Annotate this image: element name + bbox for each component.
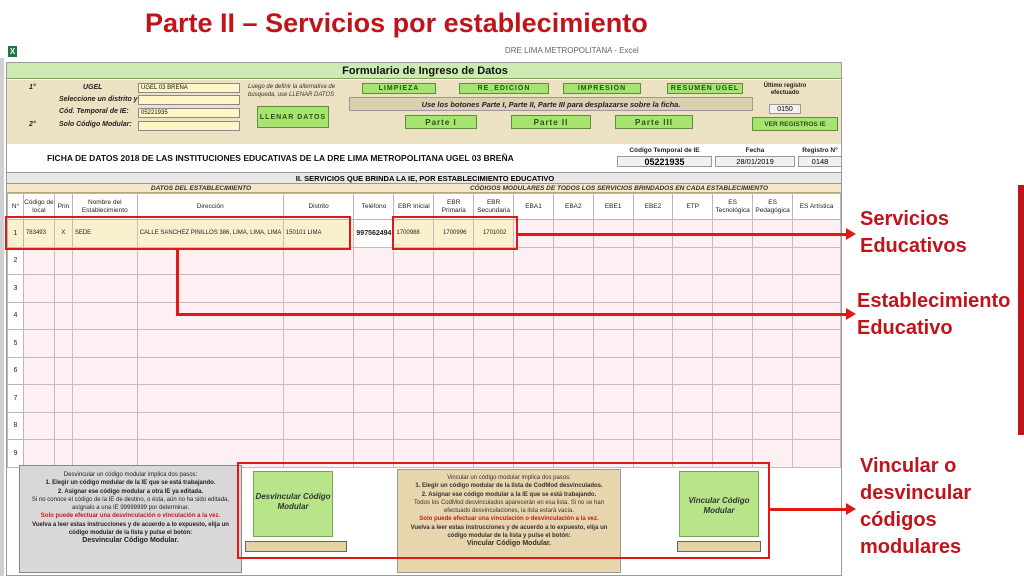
instruction-line: Vincular un código modular implica dos pasos: (447, 475, 571, 481)
cell[interactable] (673, 247, 713, 275)
vincular-highlight (237, 462, 770, 559)
cell[interactable] (593, 275, 633, 303)
cell[interactable] (753, 330, 793, 358)
cell[interactable] (673, 385, 713, 413)
instruction-line: Vincular Código Modular. (466, 540, 552, 548)
instruction-line: Si no conoce el código de la IE de destino, o ésta, aún no ha sido editada, asígnalo a una IE 99999999 por determinar. (31, 496, 230, 512)
row-number: 5 (8, 330, 24, 358)
cell[interactable] (633, 385, 673, 413)
instruction-line: Solo puede efectuar una vinculación o desvinculación a la vez. (419, 516, 599, 523)
cell[interactable] (753, 385, 793, 413)
cell[interactable] (23, 302, 54, 330)
cell[interactable] (394, 385, 434, 413)
fecha-label: Fecha (745, 147, 765, 154)
cell[interactable] (793, 330, 841, 358)
control-panel (7, 80, 842, 144)
cell[interactable] (793, 357, 841, 385)
cell[interactable] (553, 412, 593, 440)
cell[interactable] (23, 412, 54, 440)
resumen-ugel-button[interactable]: RESÚMEN UGEL (667, 83, 743, 94)
table-row (8, 412, 841, 440)
cell-direccion[interactable]: CALLE SANCHEZ PINILLOS 386, LIMA, LIMA, LIMA (137, 220, 283, 248)
cell[interactable] (514, 357, 554, 385)
cell[interactable] (673, 357, 713, 385)
excel-icon: X (9, 47, 16, 56)
group-codigos-modulares: CÓDIGOS MODULARES DE TODOS LOS SERVICIOS BRINDADOS EN CADA ESTABLECIMIENTO (395, 184, 842, 193)
row-number: 8 (8, 412, 24, 440)
ficha-title: FICHA DE DATOS 2018 DE LAS INSTITUCIONES EDUCATIVAS DE LA DRE LIMA METROPOLITANA UGEL 03 BREÑA (47, 153, 514, 163)
cell[interactable] (593, 357, 633, 385)
cell[interactable] (72, 275, 137, 303)
col-header: EBE2 (633, 194, 673, 220)
table-row (8, 385, 841, 413)
cell[interactable] (633, 247, 673, 275)
cell[interactable] (713, 385, 753, 413)
cell-ebr-primaria[interactable]: 1700996 (434, 220, 474, 248)
col-header: Prin (54, 194, 72, 220)
instruction-line: Solo puede efectuar una desvinculación o vinculación a la vez. (40, 513, 221, 520)
callout-line: Educativo (857, 317, 953, 339)
codigo-temporal-value: 05221935 (617, 156, 712, 167)
cell[interactable] (474, 275, 514, 303)
cell[interactable] (553, 330, 593, 358)
establecimiento-connector-vertical (176, 250, 179, 316)
cell[interactable] (633, 330, 673, 358)
cell[interactable] (553, 275, 593, 303)
cell[interactable] (354, 275, 394, 303)
table-row (8, 357, 841, 385)
col-header: EBA1 (514, 194, 554, 220)
parte1-button[interactable]: Parte I (405, 115, 477, 129)
servicios-arrow-icon (846, 228, 856, 240)
instruction-line: 2. Asignar ese código modular a otra IE ya editada. (57, 488, 204, 495)
cell[interactable] (54, 275, 72, 303)
cell-distrito[interactable]: 150101 LIMA (283, 220, 354, 248)
section-title: II. SERVICIOS QUE BRINDA LA IE, POR ESTABLECIMIENTO EDUCATIVO (7, 172, 842, 184)
col-header: Nombre del Establecimiento (72, 194, 137, 220)
cell[interactable] (72, 412, 137, 440)
cell[interactable] (673, 330, 713, 358)
cell[interactable] (753, 357, 793, 385)
cell[interactable] (593, 330, 633, 358)
cell[interactable] (434, 275, 474, 303)
instruction-line: 1. Elegir un código modular de la lista de CodMod desvinculados. (415, 483, 603, 490)
col-header: Distrito (283, 194, 354, 220)
cell[interactable] (514, 247, 554, 275)
cell[interactable] (394, 247, 434, 275)
callout-servicios (860, 206, 967, 260)
cell[interactable] (793, 247, 841, 275)
cell[interactable] (474, 412, 514, 440)
ugel-select[interactable]: UGEL 03 BREÑA (138, 83, 240, 93)
codigo-temporal-label: Código Temporal de IE (629, 147, 700, 154)
solo-codigo-label: Solo Código Modular: (59, 121, 132, 128)
cell[interactable] (713, 357, 753, 385)
cell[interactable] (434, 385, 474, 413)
cell[interactable] (283, 275, 354, 303)
cell[interactable] (633, 357, 673, 385)
callout-line: Educativos (860, 235, 967, 257)
cell[interactable] (553, 357, 593, 385)
cell[interactable] (434, 412, 474, 440)
registro-value: 0148 (798, 156, 842, 167)
cell[interactable] (474, 385, 514, 413)
cell[interactable] (354, 385, 394, 413)
cell[interactable] (137, 275, 283, 303)
cell[interactable] (23, 385, 54, 413)
slide-side-accent (1018, 185, 1024, 435)
instruction-line: Desvincular un código modular implica dos pasos: (63, 472, 198, 478)
col-header: EBA2 (553, 194, 593, 220)
instruction-line: Vuelva a leer estas instrucciones y de acuerdo a lo expuesto, elija un código modular de la lista y pulse el botón: (32, 521, 229, 537)
cell[interactable] (713, 330, 753, 358)
callout-line: Vincular o (860, 455, 957, 477)
cell[interactable] (23, 330, 54, 358)
ugel-label: UGEL (83, 84, 103, 91)
row-number: 2 (8, 247, 24, 275)
callout-line: códigos (860, 509, 937, 531)
callout-line: Establecimiento (857, 290, 1011, 312)
cell[interactable] (54, 302, 72, 330)
cell[interactable] (54, 330, 72, 358)
registro-label: Registro N° (802, 147, 838, 154)
cell-nombre[interactable]: SEDE (72, 220, 137, 248)
cell[interactable] (23, 357, 54, 385)
cell[interactable] (54, 385, 72, 413)
cell[interactable] (553, 385, 593, 413)
sheet-left-edge (0, 58, 4, 576)
cell[interactable] (753, 247, 793, 275)
cod-temporal-label: Cód. Temporal de IE: (59, 108, 129, 115)
cell[interactable] (713, 275, 753, 303)
vincular-connector (770, 508, 848, 511)
cell[interactable] (593, 385, 633, 413)
cell[interactable] (54, 357, 72, 385)
parte2-button[interactable]: Parte II (511, 115, 591, 129)
fecha-value: 28/01/2019 (715, 156, 795, 167)
ultimo-registro-label: Último registro efectuado (763, 83, 807, 96)
cell[interactable] (283, 357, 354, 385)
parte3-button[interactable]: Parte III (615, 115, 693, 129)
establecimiento-connector (176, 313, 848, 316)
cell[interactable] (713, 247, 753, 275)
cell[interactable] (72, 247, 137, 275)
callout-line: desvincular (860, 482, 972, 504)
limpieza-button[interactable]: LIMPIEZA (362, 83, 436, 94)
cell-ebr-secundaria[interactable]: 1701002 (474, 220, 514, 248)
cell[interactable] (394, 357, 434, 385)
callout-establecimiento (857, 288, 1010, 342)
llenar-datos-button[interactable]: LLENAR DATOS (257, 106, 329, 128)
vincular-button[interactable]: Vincular Código Modular (679, 471, 759, 537)
cell[interactable] (434, 357, 474, 385)
cell[interactable] (753, 275, 793, 303)
cell[interactable] (753, 412, 793, 440)
cell[interactable] (514, 412, 554, 440)
ultimo-registro-value: 0150 (769, 104, 801, 114)
group-establecimiento: DATOS DEL ESTABLECIMIENTO (7, 184, 395, 193)
distrito-select[interactable] (138, 95, 240, 105)
cell[interactable] (23, 440, 54, 468)
col-header: Dirección (137, 194, 283, 220)
cell[interactable] (593, 247, 633, 275)
step1-label: 1° (29, 84, 36, 91)
cell[interactable] (633, 275, 673, 303)
servicios-connector (518, 233, 848, 236)
cell-codigo-local[interactable]: 783493 (23, 220, 54, 248)
cell[interactable] (354, 330, 394, 358)
cell[interactable] (283, 330, 354, 358)
col-header: ES Tecnológica (713, 194, 753, 220)
cell[interactable] (434, 330, 474, 358)
cell[interactable] (283, 247, 354, 275)
table-row (8, 275, 841, 303)
col-header: ETP (673, 194, 713, 220)
cell[interactable] (474, 330, 514, 358)
search-note: Luego de definir la alternativa de búsqueda, use LLENAR DATOS (248, 84, 336, 98)
cell[interactable] (72, 385, 137, 413)
instruction-line: 2. Asignar ese código modular a la IE que se está trabajando. (421, 491, 597, 498)
row-number: 9 (8, 440, 24, 468)
cell[interactable] (514, 275, 554, 303)
cell[interactable] (23, 247, 54, 275)
cell[interactable] (633, 412, 673, 440)
callout-line: modulares (860, 536, 962, 558)
cell[interactable] (137, 330, 283, 358)
cell[interactable] (54, 247, 72, 275)
cell[interactable] (137, 247, 283, 275)
cell[interactable] (354, 247, 394, 275)
col-header: Teléfono (354, 194, 394, 220)
cell[interactable] (137, 412, 283, 440)
solo-codigo-input[interactable] (138, 121, 240, 131)
cell[interactable] (72, 330, 137, 358)
excel-title-bar (0, 44, 845, 58)
cell[interactable] (137, 357, 283, 385)
instruction-line: Todos los CodMod desvinculados aparecerán en esa lista. Si no se han efectuado desvinculaciones, la lista estará vacía. (413, 499, 605, 515)
col-header: EBR Inicial (394, 194, 434, 220)
col-header: EBR Secundaria (474, 194, 514, 220)
instruction-line: Desvincular Código Modular. (82, 537, 179, 545)
cell[interactable] (673, 412, 713, 440)
cell[interactable] (474, 247, 514, 275)
row-number: 6 (8, 357, 24, 385)
select-label: Seleccione un distrito y (59, 96, 138, 103)
col-header: ES Pedagógica (753, 194, 793, 220)
cell[interactable] (354, 412, 394, 440)
re-edicion-button[interactable]: RE_EDICIÓN (459, 83, 549, 94)
cell-prin[interactable]: X (54, 220, 72, 248)
cell[interactable] (72, 357, 137, 385)
cell[interactable] (23, 275, 54, 303)
cell[interactable] (713, 412, 753, 440)
table-row (8, 330, 841, 358)
cell[interactable] (72, 302, 137, 330)
cell[interactable] (394, 330, 434, 358)
col-header: N° (8, 194, 24, 220)
col-header: EBR Primaria (434, 194, 474, 220)
desvincular-button[interactable]: Desvincular Código Modular (253, 471, 333, 537)
row-number: 7 (8, 385, 24, 413)
cell[interactable] (283, 412, 354, 440)
cell[interactable] (553, 247, 593, 275)
excel-window-caption: DRE LIMA METROPOLITANA - Excel (505, 46, 639, 55)
cod-temporal-input[interactable]: 05221935 (138, 108, 240, 118)
callout-vincular (860, 453, 971, 561)
row-number: 4 (8, 302, 24, 330)
row-number: 1 (8, 220, 24, 248)
desvincular-instructions (19, 465, 242, 573)
ver-registros-button[interactable]: VER REGISTROS IE (752, 117, 838, 131)
cell[interactable] (72, 440, 137, 468)
navigation-instruction: Use los botones Parte I, Parte II, Parte III para desplazarse sobre la ficha. (349, 97, 753, 111)
cell[interactable] (137, 385, 283, 413)
cell[interactable] (793, 385, 841, 413)
cell[interactable] (474, 357, 514, 385)
vincular-arrow-icon (846, 503, 856, 515)
establecimiento-arrow-icon (846, 308, 856, 320)
cell[interactable] (793, 275, 841, 303)
cell[interactable] (514, 385, 554, 413)
col-header: Código de local (23, 194, 54, 220)
cell[interactable] (394, 412, 434, 440)
cell[interactable] (514, 330, 554, 358)
cell[interactable] (54, 412, 72, 440)
callout-line: Servicios (860, 208, 949, 230)
servicios-highlight (392, 216, 518, 250)
cell-telefono[interactable]: 997562494 (354, 220, 394, 248)
cell[interactable] (673, 275, 713, 303)
impresion-button[interactable]: IMPRESIÓN (563, 83, 641, 94)
form-title: Formulario de Ingreso de Datos (7, 63, 842, 79)
cell-ebr-inicial[interactable]: 1700988 (394, 220, 434, 248)
table-row (8, 247, 841, 275)
instruction-line: Vuelva a leer estas instrucciones y de acuerdo a lo expuesto, elija un código modular de la lista y pulse el botón: (410, 524, 608, 540)
establecimiento-highlight (5, 216, 351, 250)
cell[interactable] (354, 357, 394, 385)
cell[interactable] (793, 412, 841, 440)
col-header: EBE1 (593, 194, 633, 220)
col-header: ES Artística (793, 194, 841, 220)
instruction-line: 1. Elegir un código modular de la IE que se está trabajando. (45, 480, 216, 487)
cell[interactable] (283, 385, 354, 413)
cell[interactable] (394, 275, 434, 303)
cell[interactable] (793, 440, 841, 468)
cell[interactable] (54, 440, 72, 468)
step2-label: 2° (29, 121, 36, 128)
cell[interactable] (434, 247, 474, 275)
cell[interactable] (593, 412, 633, 440)
slide-title: Parte II – Servicios por establecimiento (145, 8, 648, 38)
row-number: 3 (8, 275, 24, 303)
